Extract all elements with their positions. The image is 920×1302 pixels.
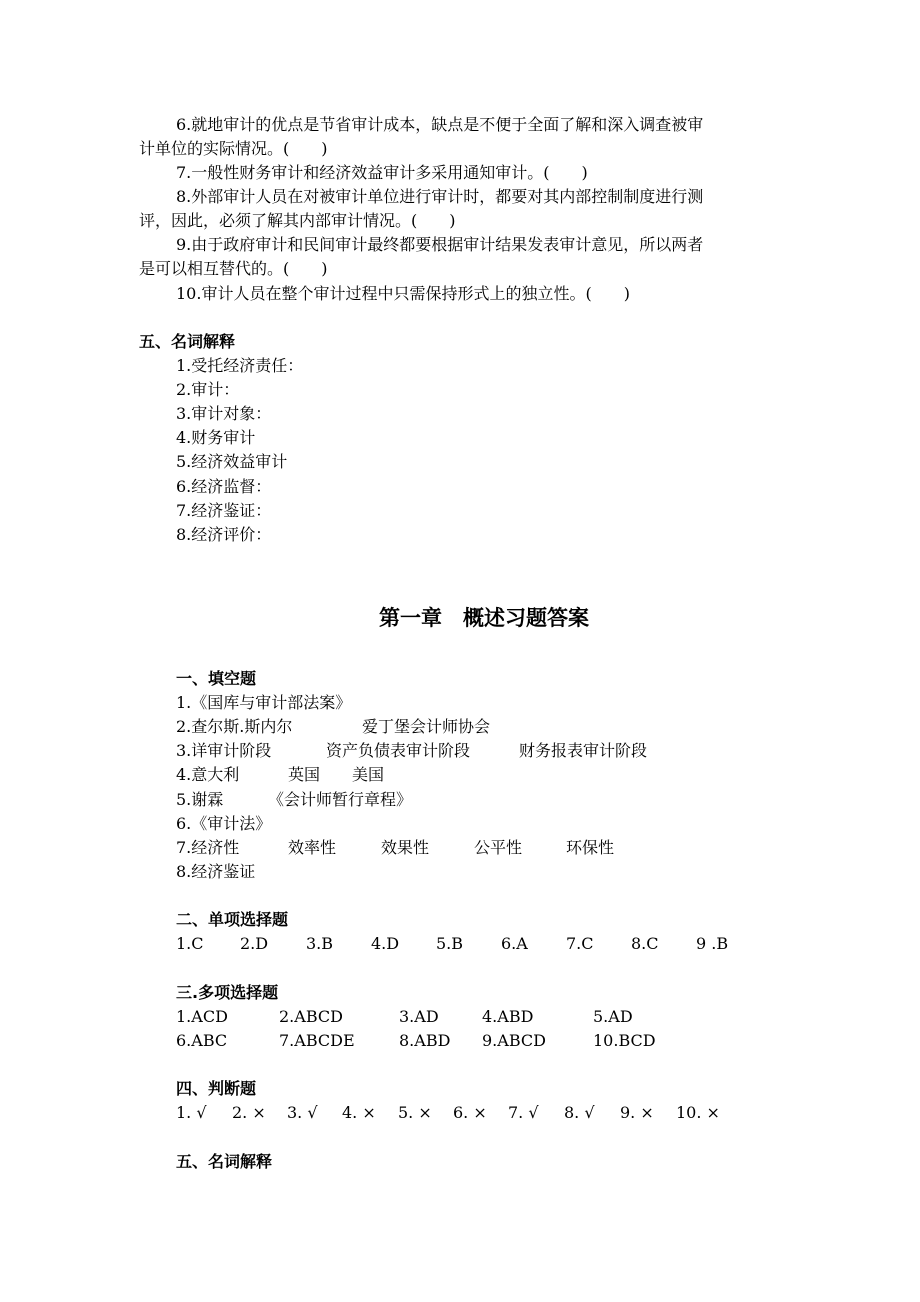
question-8-line-2: 评，因此，必须了解其内部审计情况。( ) (139, 211, 456, 230)
term-item: 3.审计对象： (176, 404, 272, 423)
multi-answer: 8.ABD (399, 1031, 451, 1050)
judge-answer: 10. × (676, 1103, 720, 1122)
judge-answer: 5. × (398, 1103, 432, 1122)
judge-answer: 6. × (453, 1103, 487, 1122)
judge-answer: 8. √ (564, 1103, 595, 1122)
multi-answer: 7.ABCDE (279, 1031, 355, 1050)
multi-answer: 3.AD (399, 1007, 439, 1026)
question-9-line-1: 9.由于政府审计和民间审计最终都要根据审计结果发表审计意见，所以两者 (176, 235, 704, 254)
judge-answer: 1. √ (176, 1103, 207, 1122)
fill-answer-5b: 《会计师暂行章程》 (268, 790, 413, 809)
fill-answer-3a: 3.详审计阶段 (176, 741, 272, 760)
single-choice-heading: 二、单项选择题 (176, 910, 289, 929)
multi-answer: 10.BCD (593, 1031, 656, 1050)
single-answer: 7.C (566, 934, 594, 953)
judge-answer: 3. √ (287, 1103, 318, 1122)
fill-answer-8: 8.经济鉴证 (176, 862, 256, 881)
single-answer: 6.A (501, 934, 528, 953)
fill-answer-4c: 美国 (352, 765, 385, 784)
fill-answer-7d: 公平性 (474, 838, 523, 857)
term-item: 2.审计： (176, 380, 240, 399)
single-answer: 2.D (240, 934, 269, 953)
judge-answer: 9. × (620, 1103, 654, 1122)
single-answer: 1.C (176, 934, 204, 953)
judge-answer: 7. √ (508, 1103, 539, 1122)
fill-answer-3b: 资产负债表审计阶段 (326, 741, 471, 760)
answers-terms-heading: 五、名词解释 (176, 1152, 273, 1171)
multi-answer: 4.ABD (482, 1007, 534, 1026)
judge-answer: 4. × (342, 1103, 376, 1122)
fill-heading: 一、填空题 (176, 669, 257, 688)
term-item: 4.财务审计 (176, 428, 256, 447)
fill-answer-2b: 爱丁堡会计师协会 (362, 717, 491, 736)
fill-answer-7a: 7.经济性 (176, 838, 240, 857)
term-item: 5.经济效益审计 (176, 452, 288, 471)
fill-answer-6: 6.《审计法》 (176, 814, 272, 833)
question-6-line-2: 计单位的实际情况。( ) (139, 139, 328, 158)
judge-heading: 四、判断题 (176, 1079, 257, 1098)
fill-answer-7b: 效率性 (288, 838, 337, 857)
fill-answer-4a: 4.意大利 (176, 765, 240, 784)
multi-answer: 1.ACD (176, 1007, 228, 1026)
multi-answer: 5.AD (593, 1007, 633, 1026)
single-answer: 5.B (436, 934, 464, 953)
question-7: 7.一般性财务审计和经济效益审计多采用通知审计。( ) (176, 163, 588, 182)
question-10: 10.审计人员在整个审计过程中只需保持形式上的独立性。( ) (176, 284, 630, 303)
fill-answer-2a: 2.查尔斯.斯内尔 (176, 717, 293, 736)
question-6-line-1: 6.就地审计的优点是节省审计成本，缺点是不便于全面了解和深入调查被审 (176, 115, 704, 134)
multi-answer: 6.ABC (176, 1031, 228, 1050)
single-answer: 9 .B (696, 934, 729, 953)
chapter-title: 第一章 概述习题答案 (379, 606, 589, 630)
term-item: 7.经济鉴证： (176, 501, 272, 520)
fill-answer-7e: 环保性 (566, 838, 615, 857)
fill-answer-1: 1.《国库与审计部法案》 (176, 693, 352, 712)
multi-answer: 9.ABCD (482, 1031, 546, 1050)
term-item: 6.经济监督： (176, 477, 272, 496)
single-answer: 4.D (371, 934, 400, 953)
fill-answer-3c: 财务报表审计阶段 (519, 741, 648, 760)
terms-heading: 五、名词解释 (139, 332, 236, 351)
multi-answer: 2.ABCD (279, 1007, 343, 1026)
fill-answer-7c: 效果性 (381, 838, 430, 857)
question-9-line-2: 是可以相互替代的。( ) (139, 259, 328, 278)
question-8-line-1: 8.外部审计人员在对被审计单位进行审计时，都要对其内部控制制度进行测 (176, 187, 704, 206)
multi-choice-heading: 三.多项选择题 (176, 983, 279, 1002)
fill-answer-4b: 英国 (288, 765, 321, 784)
fill-answer-5a: 5.谢霖 (176, 790, 224, 809)
single-answer: 3.B (306, 934, 334, 953)
term-item: 1.受托经济责任： (176, 356, 304, 375)
judge-answer: 2. × (232, 1103, 266, 1122)
single-answer: 8.C (631, 934, 659, 953)
term-item: 8.经济评价： (176, 525, 272, 544)
